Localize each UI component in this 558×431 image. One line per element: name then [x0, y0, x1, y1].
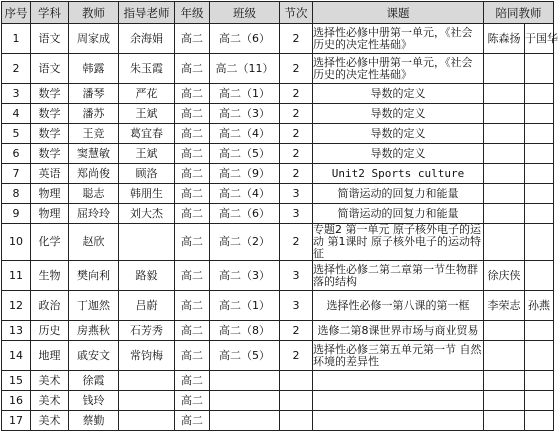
cell-advisor — [119, 371, 175, 391]
cell-grade: 高二 — [175, 164, 210, 184]
cell-grade: 高二 — [175, 184, 210, 204]
cell-period: 3 — [280, 291, 313, 321]
cell-teacher: 韩露 — [69, 54, 119, 84]
cell-accompany-1 — [484, 144, 525, 164]
cell-subject: 政治 — [31, 291, 69, 321]
cell-class — [210, 411, 280, 431]
table-row — [2, 184, 554, 204]
cell-topic: 选择性必修中册第一单元，《社会历史的决定性基础》 — [313, 24, 484, 54]
cell-class: 高二（3） — [210, 104, 280, 124]
cell-class: 高二（2） — [210, 224, 280, 261]
cell-topic: 选择性必修二第二章第一节生物群落的结构 — [313, 261, 484, 291]
cell-advisor: 常钧梅 — [119, 341, 175, 371]
header-topic: 课题 — [313, 2, 484, 24]
cell-topic: 导数的定义 — [313, 124, 484, 144]
cell-advisor — [119, 411, 175, 431]
cell-topic — [313, 391, 484, 411]
cell-accompany-1: 李荣志 — [484, 291, 525, 321]
cell-topic: 选择性必修中册第一单元，《社会历史的决定性基础》 — [313, 54, 484, 84]
cell-grade: 高二 — [175, 204, 210, 224]
cell-subject: 数学 — [31, 104, 69, 124]
cell-accompany-2 — [525, 224, 554, 261]
cell-teacher: 钱玲 — [69, 391, 119, 411]
cell-grade: 高二 — [175, 124, 210, 144]
schedule-table — [1, 1, 558, 431]
cell-topic — [313, 411, 484, 431]
cell-index: 2 — [2, 54, 31, 84]
cell-accompany-1 — [484, 104, 525, 124]
cell-teacher: 潘苏 — [69, 104, 119, 124]
cell-index: 1 — [2, 24, 31, 54]
cell-grade: 高二 — [175, 391, 210, 411]
cell-advisor: 石芳秀 — [119, 321, 175, 341]
cell-grade: 高二 — [175, 104, 210, 124]
cell-advisor: 刘大杰 — [119, 204, 175, 224]
cell-index: 5 — [2, 124, 31, 144]
cell-class: 高二（1） — [210, 291, 280, 321]
cell-index: 15 — [2, 371, 31, 391]
schedule-sheet — [1, 1, 558, 427]
cell-period: 3 — [280, 204, 313, 224]
cell-accompany-2 — [525, 371, 554, 391]
cell-accompany-2 — [525, 184, 554, 204]
cell-topic: 简谐运动的回复力和能量 — [313, 204, 484, 224]
cell-grade: 高二 — [175, 144, 210, 164]
cell-accompany-1 — [484, 224, 525, 261]
cell-advisor: 朱玉霞 — [119, 54, 175, 84]
table-row — [2, 411, 554, 431]
cell-accompany-2 — [525, 261, 554, 291]
cell-subject: 语文 — [31, 24, 69, 54]
cell-subject: 化学 — [31, 224, 69, 261]
cell-topic: 导数的定义 — [313, 84, 484, 104]
cell-accompany-2 — [525, 124, 554, 144]
cell-period: 2 — [280, 224, 313, 261]
cell-subject: 数学 — [31, 124, 69, 144]
cell-subject: 数学 — [31, 84, 69, 104]
cell-accompany-1 — [484, 124, 525, 144]
cell-period — [280, 411, 313, 431]
cell-topic: 选择性必修一第八课的第一框 — [313, 291, 484, 321]
cell-advisor: 顾洛 — [119, 164, 175, 184]
cell-accompany-1 — [484, 164, 525, 184]
cell-teacher: 徐霞 — [69, 371, 119, 391]
table-row — [2, 391, 554, 411]
cell-advisor: 韩朋生 — [119, 184, 175, 204]
cell-class: 高二（4） — [210, 184, 280, 204]
cell-teacher: 聪志 — [69, 184, 119, 204]
cell-teacher: 赵欣 — [69, 224, 119, 261]
cell-subject: 生物 — [31, 261, 69, 291]
table-row — [2, 164, 554, 184]
cell-accompany-1 — [484, 371, 525, 391]
cell-period: 2 — [280, 164, 313, 184]
table-row — [2, 124, 554, 144]
cell-grade: 高二 — [175, 321, 210, 341]
cell-topic: 选修二第8课世界市场与商业贸易 — [313, 321, 484, 341]
cell-teacher: 周家成 — [69, 24, 119, 54]
cell-accompany-1 — [484, 321, 525, 341]
cell-advisor: 王斌 — [119, 144, 175, 164]
cell-teacher: 房燕秋 — [69, 321, 119, 341]
table-row — [2, 104, 554, 124]
cell-grade: 高二 — [175, 291, 210, 321]
cell-subject: 语文 — [31, 54, 69, 84]
cell-class — [210, 371, 280, 391]
table-row — [2, 24, 554, 54]
header-grade: 年级 — [175, 2, 210, 24]
cell-accompany-1 — [484, 84, 525, 104]
cell-accompany-1 — [484, 54, 525, 84]
cell-topic: 选择性必修三第五单元第一节 自然环境的差异性 — [313, 341, 484, 371]
cell-advisor: 路毅 — [119, 261, 175, 291]
cell-accompany-2 — [525, 204, 554, 224]
cell-advisor: 葛宜春 — [119, 124, 175, 144]
cell-accompany-1 — [484, 204, 525, 224]
cell-accompany-2 — [525, 321, 554, 341]
cell-accompany-2 — [525, 144, 554, 164]
cell-index: 3 — [2, 84, 31, 104]
cell-class: 高二（6） — [210, 204, 280, 224]
cell-class: 高二（1） — [210, 84, 280, 104]
cell-index: 8 — [2, 184, 31, 204]
cell-accompany-1: 徐庆侠 — [484, 261, 525, 291]
cell-subject: 数学 — [31, 144, 69, 164]
table-row — [2, 371, 554, 391]
cell-class: 高二（5） — [210, 341, 280, 371]
cell-period: 2 — [280, 54, 313, 84]
cell-period: 3 — [280, 184, 313, 204]
cell-index: 10 — [2, 224, 31, 261]
cell-teacher: 蔡勤 — [69, 411, 119, 431]
cell-advisor — [119, 224, 175, 261]
cell-index: 6 — [2, 144, 31, 164]
header-teacher: 教师 — [69, 2, 119, 24]
cell-accompany-2 — [525, 411, 554, 431]
cell-accompany-2 — [525, 391, 554, 411]
cell-period — [280, 371, 313, 391]
cell-grade: 高二 — [175, 54, 210, 84]
cell-accompany-2 — [525, 164, 554, 184]
header-advisor: 指导老师 — [119, 2, 175, 24]
table-row — [2, 261, 554, 291]
cell-accompany-2 — [525, 341, 554, 371]
cell-advisor — [119, 391, 175, 411]
cell-teacher: 王竞 — [69, 124, 119, 144]
cell-advisor: 吕蔚 — [119, 291, 175, 321]
header-index: 序号 — [2, 2, 31, 24]
cell-subject: 地理 — [31, 341, 69, 371]
cell-class: 高二（4） — [210, 124, 280, 144]
cell-subject: 物理 — [31, 184, 69, 204]
cell-period: 2 — [280, 341, 313, 371]
cell-subject: 英语 — [31, 164, 69, 184]
cell-subject: 美术 — [31, 371, 69, 391]
cell-index: 12 — [2, 291, 31, 321]
cell-subject: 美术 — [31, 411, 69, 431]
cell-class: 高二（11） — [210, 54, 280, 84]
cell-accompany-2 — [525, 104, 554, 124]
cell-index: 14 — [2, 341, 31, 371]
cell-index: 11 — [2, 261, 31, 291]
cell-accompany-1 — [484, 184, 525, 204]
cell-accompany-1 — [484, 391, 525, 411]
header-class: 班级 — [210, 2, 280, 24]
table-row — [2, 224, 554, 261]
table-row — [2, 341, 554, 371]
cell-accompany-2: 于国华 — [525, 24, 554, 54]
cell-accompany-1: 陈森扬 — [484, 24, 525, 54]
cell-advisor: 王斌 — [119, 104, 175, 124]
cell-grade: 高二 — [175, 371, 210, 391]
table-row — [2, 84, 554, 104]
cell-topic: Unit2 Sports culture — [313, 164, 484, 184]
cell-period — [280, 391, 313, 411]
cell-teacher: 窦慧敏 — [69, 144, 119, 164]
cell-subject: 美术 — [31, 391, 69, 411]
cell-period: 2 — [280, 24, 313, 54]
cell-index: 7 — [2, 164, 31, 184]
cell-class: 高二（6） — [210, 24, 280, 54]
cell-class: 高二（5） — [210, 144, 280, 164]
header-subject: 学科 — [31, 2, 69, 24]
table-row — [2, 204, 554, 224]
cell-class: 高二（9） — [210, 164, 280, 184]
cell-period: 2 — [280, 144, 313, 164]
table-row — [2, 54, 554, 84]
cell-grade: 高二 — [175, 411, 210, 431]
cell-topic: 专题2 第一单元 原子核外电子的运动 第1课时 原子核外电子的运动特征 — [313, 224, 484, 261]
cell-topic: 简谐运动的回复力和能量 — [313, 184, 484, 204]
table-row — [2, 321, 554, 341]
cell-advisor: 余海娟 — [119, 24, 175, 54]
cell-accompany-2: 孙燕 — [525, 291, 554, 321]
cell-accompany-2 — [525, 84, 554, 104]
cell-topic: 导数的定义 — [313, 144, 484, 164]
cell-index: 13 — [2, 321, 31, 341]
cell-subject: 物理 — [31, 204, 69, 224]
header-row — [2, 2, 554, 24]
cell-period: 3 — [280, 261, 313, 291]
cell-class: 高二（3） — [210, 261, 280, 291]
cell-period: 2 — [280, 321, 313, 341]
cell-accompany-2 — [525, 54, 554, 84]
table-row — [2, 144, 554, 164]
cell-grade: 高二 — [175, 224, 210, 261]
cell-teacher: 樊向利 — [69, 261, 119, 291]
cell-grade: 高二 — [175, 261, 210, 291]
cell-grade: 高二 — [175, 84, 210, 104]
cell-index: 17 — [2, 411, 31, 431]
cell-class: 高二（8） — [210, 321, 280, 341]
header-period: 节次 — [280, 2, 313, 24]
header-accompany: 陪同教师 — [484, 2, 554, 24]
cell-teacher: 戚安文 — [69, 341, 119, 371]
cell-index: 9 — [2, 204, 31, 224]
cell-period: 2 — [280, 124, 313, 144]
cell-topic — [313, 371, 484, 391]
cell-advisor: 严花 — [119, 84, 175, 104]
cell-subject: 历史 — [31, 321, 69, 341]
table-row — [2, 291, 554, 321]
cell-grade: 高二 — [175, 24, 210, 54]
cell-teacher: 屈玲玲 — [69, 204, 119, 224]
cell-class — [210, 391, 280, 411]
cell-period: 2 — [280, 84, 313, 104]
cell-accompany-1 — [484, 341, 525, 371]
cell-topic: 导数的定义 — [313, 104, 484, 124]
cell-period: 2 — [280, 104, 313, 124]
cell-accompany-1 — [484, 411, 525, 431]
cell-grade: 高二 — [175, 341, 210, 371]
cell-index: 16 — [2, 391, 31, 411]
cell-teacher: 丁迦然 — [69, 291, 119, 321]
cell-teacher: 潘琴 — [69, 84, 119, 104]
cell-index: 4 — [2, 104, 31, 124]
cell-teacher: 郑尚俊 — [69, 164, 119, 184]
